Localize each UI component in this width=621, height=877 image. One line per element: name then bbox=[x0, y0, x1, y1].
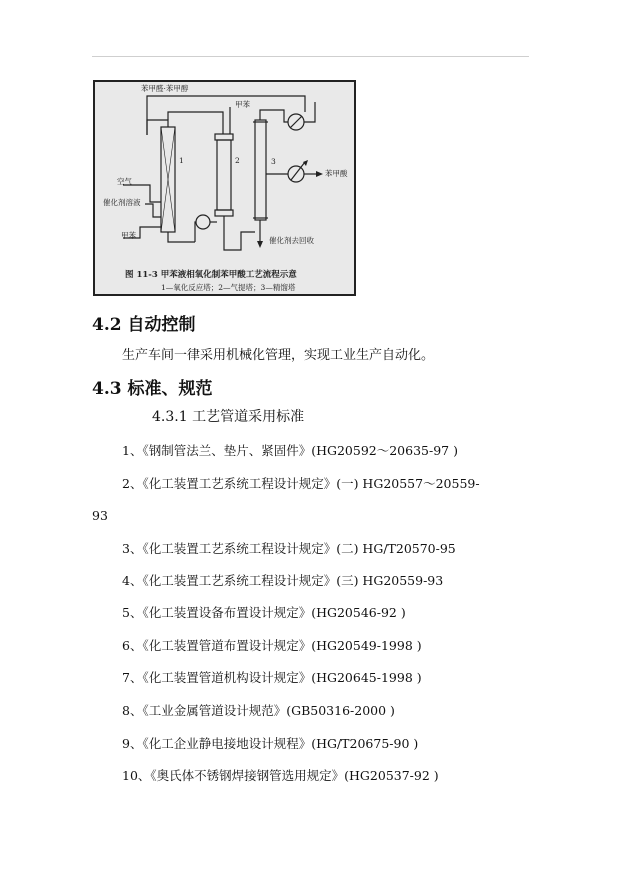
section-4-2-text: 生产车间一律采用机械化管理，实现工业生产自动化。 bbox=[122, 348, 435, 363]
stripper-tower bbox=[217, 140, 231, 210]
label-toluene-bottom: 甲苯 bbox=[121, 231, 136, 240]
standard-item-2-continuation: 93 bbox=[92, 508, 108, 523]
pipe-tower1-bottom bbox=[168, 232, 195, 242]
standard-item-2: 2、《化工装置工艺系统工程设计规定》(一) HG20557～20559- bbox=[122, 476, 480, 491]
header-rule bbox=[92, 56, 529, 57]
pump-2 bbox=[196, 215, 210, 229]
standard-item-10: 10、《奥氏体不锈钢焊接钢管选用规定》(HG20537-92 ) bbox=[122, 768, 439, 783]
label-benzoic-acid: 苯甲酸 bbox=[325, 169, 348, 178]
standard-item-6: 6、《化工装置管道布置设计规定》(HG20549-1998 ) bbox=[122, 638, 422, 653]
label-tower-1: 1 bbox=[179, 156, 184, 165]
label-air: 空气 bbox=[117, 177, 132, 186]
figure-legend: 1—氧化反应塔；2—气提塔；3—精馏塔 bbox=[161, 283, 296, 292]
pipe-catalyst-feed bbox=[145, 204, 161, 217]
standard-item-4: 4、《化工装置工艺系统工程设计规定》(三) HG20559-93 bbox=[122, 573, 444, 588]
standard-item-9: 9、《化工企业静电接地设计规程》(HG/T20675-90 ) bbox=[122, 736, 419, 751]
standard-item-7: 7、《化工装置管道机构设计规定》(HG20645-1998 ) bbox=[122, 670, 422, 685]
distillation-tower bbox=[255, 120, 266, 220]
label-tower-2: 2 bbox=[235, 156, 240, 165]
label-catalyst-solution: 催化剂溶液 bbox=[103, 198, 141, 207]
standard-item-5: 5、《化工装置设备布置设计规定》(HG20546-92 ) bbox=[122, 605, 406, 620]
standard-item-1: 1、《钢制管法兰、垫片、紧固件》(HG20592～20635-97 ) bbox=[122, 443, 458, 458]
process-flow-figure bbox=[93, 80, 356, 296]
figure-caption: 图 11-3 甲苯液相氧化制苯甲酸工艺流程示意 bbox=[125, 270, 297, 280]
pipe-top-return bbox=[147, 96, 305, 135]
subsection-heading-4-3-1: 4.3.1 工艺管道采用标准 bbox=[152, 409, 305, 425]
label-catalyst-recovery: 催化剂去回收 bbox=[269, 236, 314, 245]
section-heading-4-3: 4.3 标准、规范 bbox=[92, 379, 213, 399]
label-tower-3: 3 bbox=[271, 157, 276, 166]
label-toluene-top: 甲苯 bbox=[235, 100, 250, 109]
section-heading-4-2: 4.2 自动控制 bbox=[92, 315, 196, 335]
pipe-tower2-to-tower3 bbox=[224, 216, 255, 250]
standard-item-3: 3、《化工装置工艺系统工程设计规定》(二) HG/T20570-95 bbox=[122, 541, 456, 556]
standard-item-8: 8、《工业金属管道设计规范》(GB50316-2000 ) bbox=[122, 703, 395, 718]
process-flow-diagram bbox=[95, 82, 354, 294]
label-benzaldehyde-benzyl-alcohol: 苯甲醛·苯甲醇 bbox=[141, 84, 189, 93]
pipe-tower1-to-tower2 bbox=[168, 112, 223, 134]
